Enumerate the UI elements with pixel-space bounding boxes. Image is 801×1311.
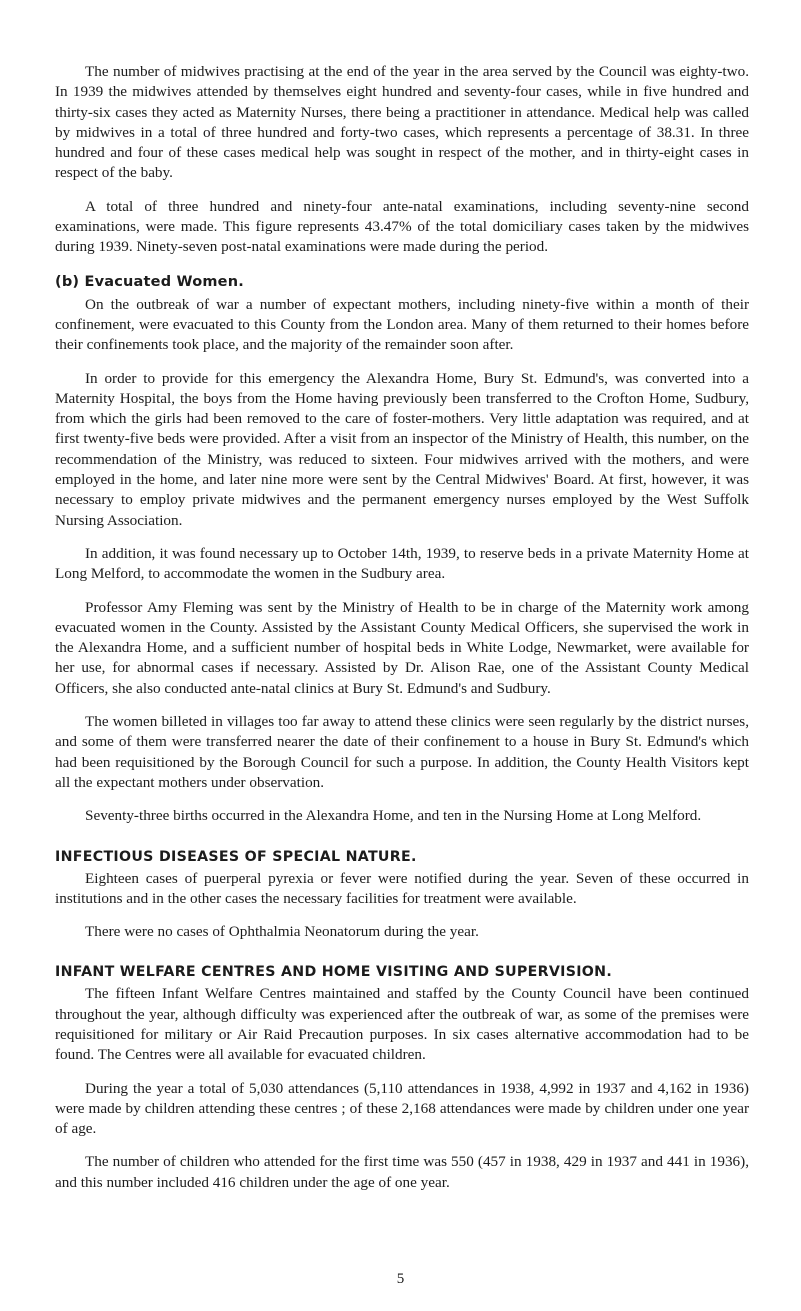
paragraph-professor-fleming: Professor Amy Fleming was sent by the Ministry of Health to be in charge of the Maternity work among evacuated women in the County. Assisted by the Assistant County Medical Officers, she supervised the work in the Alexandra Home, and a sufficient number of hospital beds in White Lodge, Newmarket, were available for her use, for abnormal cases if necessary. Assisted by Dr. Alison Rae, one of the Assistant County Medical Officers, she also conducted ante-natal clinics at Bury St. Edmund's and Sudbury. — [55, 598, 749, 697]
paragraph-ante-natal: A total of three hundred and ninety-four ante-natal examinations, including seventy-nine second examinations, were made. This figure represents 43.47% of the total domiciliary cases taken by the midwives during 1939. Ninety-seven post-natal examinations were made during the period. — [55, 197, 749, 256]
paragraph-puerperal-pyrexia: Eighteen cases of puerperal pyrexia or fever were notified during the year. Seven of these occurred in institutions and in the other cases the necessary facilities for treatment were available. — [55, 869, 749, 907]
paragraph-midwives-count: The number of midwives practising at the end of the year in the area served by the Council was eighty-two. In 1939 the midwives attended by themselves eight hundred and seventy-four cases, while in five hundred and thirty-six cases they acted as Maternity Nurses, there being a practitioner in attendance. Medical help was called by midwives in a total of three hundred and forty-two cases, which represents a percentage of 38.31. In three hundred and four of these cases medical help was sought in respect of the mother, and in thirty-eight cases in respect of the baby. — [55, 63, 749, 182]
paragraph-attendances: During the year a total of 5,030 attendances (5,110 attendances in 1938, 4,992 in 1937 and 4,162 in 1936) were made by children attending these centres ; of these 2,168 attendances were made by children under one year of age. — [55, 1079, 749, 1138]
paragraph-alexandra-home: In order to provide for this emergency the Alexandra Home, Bury St. Edmund's, was converted into a Maternity Hospital, the boys from the Home having previously been transferred to the Crofton Home, Sudbury, from which the girls had been removed to the care of foster-mothers. Very little adaptation was required, and at first twenty-five beds were provided. After a visit from an inspector of the Ministry of Health, this number, on the recommendation of the Ministry, was reduced to sixteen. Four midwives arrived with the mothers, and were employed in the home, and later nine more were sent by the Central Midwives' Board. At first, however, it was necessary to employ private midwives and the permanent emergency nurses employed by the West Suffolk Nursing Association. — [55, 369, 749, 529]
paragraph-ophthalmia: There were no cases of Ophthalmia Neonatorum during the year. — [85, 923, 479, 941]
paragraph-billeted-women: The women billeted in villages too far away to attend these clinics were seen regularly by the district nurses, and some of them were transferred nearer the date of their confinement to a house in Bury St. Edmund's which had been requisitioned by the Borough Council for such a purpose. In addition, the County Health Visitors kept all the expectant mothers under observation. — [55, 713, 749, 791]
paragraph-first-time-children: The number of children who attended for the first time was 550 (457 in 1938, 429 in 1937 and 441 in 1936), and this number included 416 children under the age of one year. — [55, 1153, 749, 1191]
paragraph-outbreak-of-war: On the outbreak of war a number of expectant mothers, including ninety-five within a month of their confinement, were evacuated to this County from the London area. Many of them returned to their homes before their confinements took place, and the majority of the remainder soon after. — [55, 295, 749, 354]
paragraph-welfare-centres: The fifteen Infant Welfare Centres maintained and staffed by the County Council have been continued throughout the year, although difficulty was experienced after the outbreak of war, as some of the premises were requisitioned for military or Air Raid Precaution purposes. In six cases alternative accommodation had to be found. The Centres were all available for evacuated children. — [55, 985, 749, 1064]
paragraph-births: Seventy-three births occurred in the Alexandra Home, and ten in the Nursing Home at Long Melford. — [85, 807, 702, 825]
document-page — [55, 62, 749, 1193]
heading-infectious-diseases: INFECTIOUS DISEASES OF SPECIAL NATURE. — [55, 848, 417, 865]
paragraph-long-melford: In addition, it was found necessary up to October 14th, 1939, to reserve beds in a private Maternity Home at Long Melford, to accommodate the women in the Sudbury area. — [55, 544, 749, 583]
heading-infant-welfare: INFANT WELFARE CENTRES AND HOME VISITING AND SUPERVISION. — [55, 964, 613, 981]
page-number: 5 — [396, 1271, 405, 1287]
heading-evacuated-women: (b) Evacuated Women. — [55, 273, 244, 290]
